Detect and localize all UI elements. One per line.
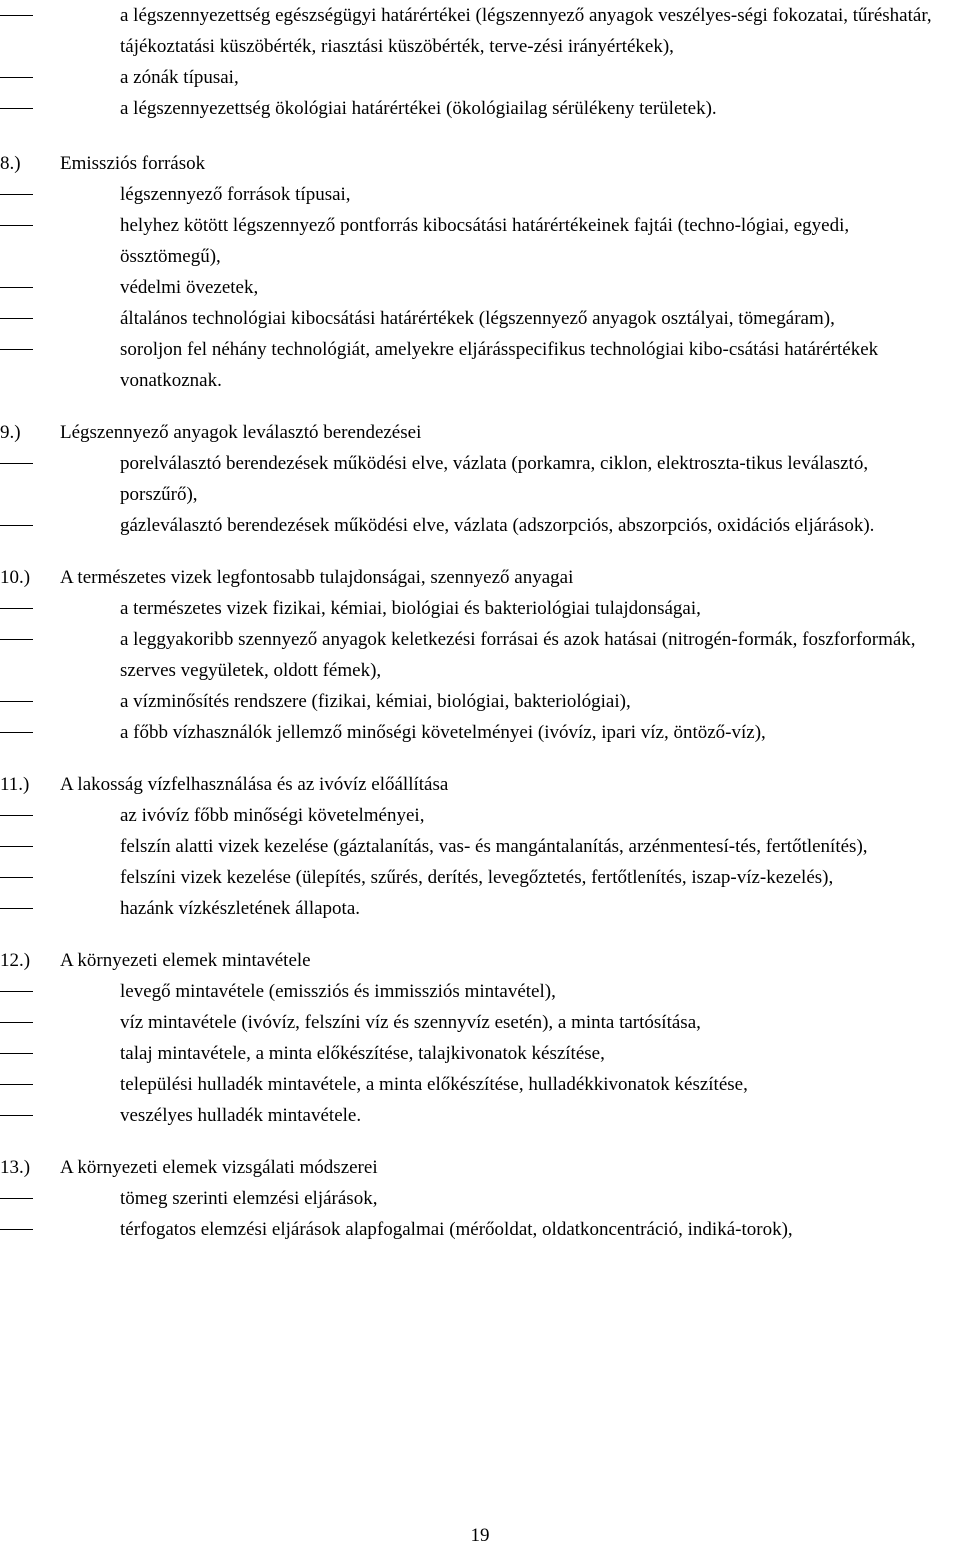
dash-bullet	[0, 1022, 33, 1023]
list-item: a vízminősítés rendszere (fizikai, kémiai, biológiai, bakteriológiai),	[0, 686, 960, 717]
dash-bullet	[0, 1053, 33, 1054]
list-item: felszín alatti vizek kezelése (gáztalanítás, vas- és mangántalanítás, arzénmentesí-tés, fertőtlenítés),	[0, 831, 960, 862]
dash-bullet	[0, 815, 33, 816]
section-number: 12.)	[0, 950, 31, 971]
dash-bullet	[0, 877, 33, 878]
dash-bullet	[0, 701, 33, 702]
list-item: helyhez kötött légszennyező pontforrás kibocsátási határértékeinek fajtái (techno-lógiai, egyedi, össztömegű),	[0, 210, 960, 272]
list-item: települési hulladék mintavétele, a minta előkészítése, hulladékkivonatok készítése,	[0, 1069, 960, 1100]
dash-bullet	[0, 225, 33, 226]
dash-bullet	[0, 349, 33, 350]
dash-bullet	[0, 463, 33, 464]
dash-bullet	[0, 1084, 33, 1085]
dash-bullet	[0, 639, 33, 640]
list-item: porelválasztó berendezések működési elve, vázlata (porkamra, ciklon, elektroszta-tikus leválasztó, porszűrő),	[0, 448, 960, 510]
list-item: általános technológiai kibocsátási határértékek (légszennyező anyagok osztályai, tömegáram),	[0, 303, 960, 334]
list-item: a természetes vizek fizikai, kémiai, biológiai és bakteriológiai tulajdonságai,	[0, 593, 960, 624]
list-item: a zónák típusai,	[0, 62, 960, 93]
section-13	[0, 1152, 960, 1245]
dash-bullet	[0, 1115, 33, 1116]
section-title: A lakosság vízfelhasználása és az ivóvíz előállítása	[60, 774, 449, 795]
section-title: A természetes vizek legfontosabb tulajdonságai, szennyező anyagai	[60, 567, 574, 588]
dash-bullet	[0, 846, 33, 847]
list-item: víz mintavétele (ivóvíz, felszíni víz és szennyvíz esetén), a minta tartósítása,	[0, 1007, 960, 1038]
section-heading	[0, 417, 960, 448]
section-title: A környezeti elemek mintavétele	[60, 950, 311, 971]
dash-bullet	[0, 1198, 33, 1199]
list-item: légszennyező források típusai,	[0, 179, 960, 210]
section-number: 11.)	[0, 774, 30, 795]
list-item: védelmi övezetek,	[0, 272, 960, 303]
section-9	[0, 417, 960, 541]
list-item: talaj mintavétele, a minta előkészítése, talajkivonatok készítése,	[0, 1038, 960, 1069]
list-item: térfogatos elemzési eljárások alapfogalmai (mérőoldat, oldatkoncentráció, indiká-torok),	[0, 1214, 960, 1245]
section-number: 8.)	[0, 153, 21, 174]
list-item: gázleválasztó berendezések működési elve, vázlata (adszorpciós, abszorpciós, oxidációs eljárások).	[0, 510, 960, 541]
section-number: 13.)	[0, 1157, 31, 1178]
section-10	[0, 562, 960, 748]
list-item: a légszennyezettség egészségügyi határértékei (légszennyező anyagok veszélyes-ségi fokozatai, tűréshatár, tájékoztatási küszöbérték, riasztási küszöbérték, terve-zési irányértékek),	[0, 0, 960, 62]
section-8	[0, 148, 960, 396]
page-number: 19	[470, 1525, 490, 1546]
section-heading	[0, 1152, 960, 1183]
dash-bullet	[0, 194, 33, 195]
dash-bullet	[0, 732, 33, 733]
section-12	[0, 945, 960, 1131]
list-item: hazánk vízkészletének állapota.	[0, 893, 960, 924]
dash-bullet	[0, 77, 33, 78]
section-title: A környezeti elemek vizsgálati módszerei	[60, 1157, 378, 1178]
list-item: tömeg szerinti elemzési eljárások,	[0, 1183, 960, 1214]
dash-bullet	[0, 318, 33, 319]
section-heading	[0, 769, 960, 800]
section-title: Légszennyező anyagok leválasztó berendezései	[60, 422, 422, 443]
dash-bullet	[0, 287, 33, 288]
section-heading	[0, 148, 960, 179]
dash-bullet	[0, 608, 33, 609]
section-heading	[0, 945, 960, 976]
intro-list	[0, 0, 960, 124]
dash-bullet	[0, 908, 33, 909]
dash-bullet	[0, 15, 33, 16]
dash-bullet	[0, 108, 33, 109]
list-item: a leggyakoribb szennyező anyagok keletkezési forrásai és azok hatásai (nitrogén-formák, foszforformák, szerves vegyületek, oldott fémek),	[0, 624, 960, 686]
list-item: felszíni vizek kezelése (ülepítés, szűrés, derítés, levegőztetés, fertőtlenítés, iszap-víz-kezelés),	[0, 862, 960, 893]
section-number: 9.)	[0, 422, 21, 443]
list-item: a légszennyezettség ökológiai határértékei (ökológiailag sérülékeny területek).	[0, 93, 960, 124]
list-item: levegő mintavétele (emissziós és immissziós mintavétel),	[0, 976, 960, 1007]
section-11	[0, 769, 960, 924]
section-heading	[0, 562, 960, 593]
list-item: soroljon fel néhány technológiát, amelyekre eljárásspecifikus technológiai kibo-csátási határértékek vonatkoznak.	[0, 334, 960, 396]
section-number: 10.)	[0, 567, 31, 588]
section-title: Emissziós források	[60, 153, 206, 174]
dash-bullet	[0, 991, 33, 992]
dash-bullet	[0, 525, 33, 526]
list-item: a főbb vízhasználók jellemző minőségi követelményei (ivóvíz, ipari víz, öntöző-víz),	[0, 717, 960, 748]
list-item: veszélyes hulladék mintavétele.	[0, 1100, 960, 1131]
list-item: az ivóvíz főbb minőségi követelményei,	[0, 800, 960, 831]
dash-bullet	[0, 1229, 33, 1230]
